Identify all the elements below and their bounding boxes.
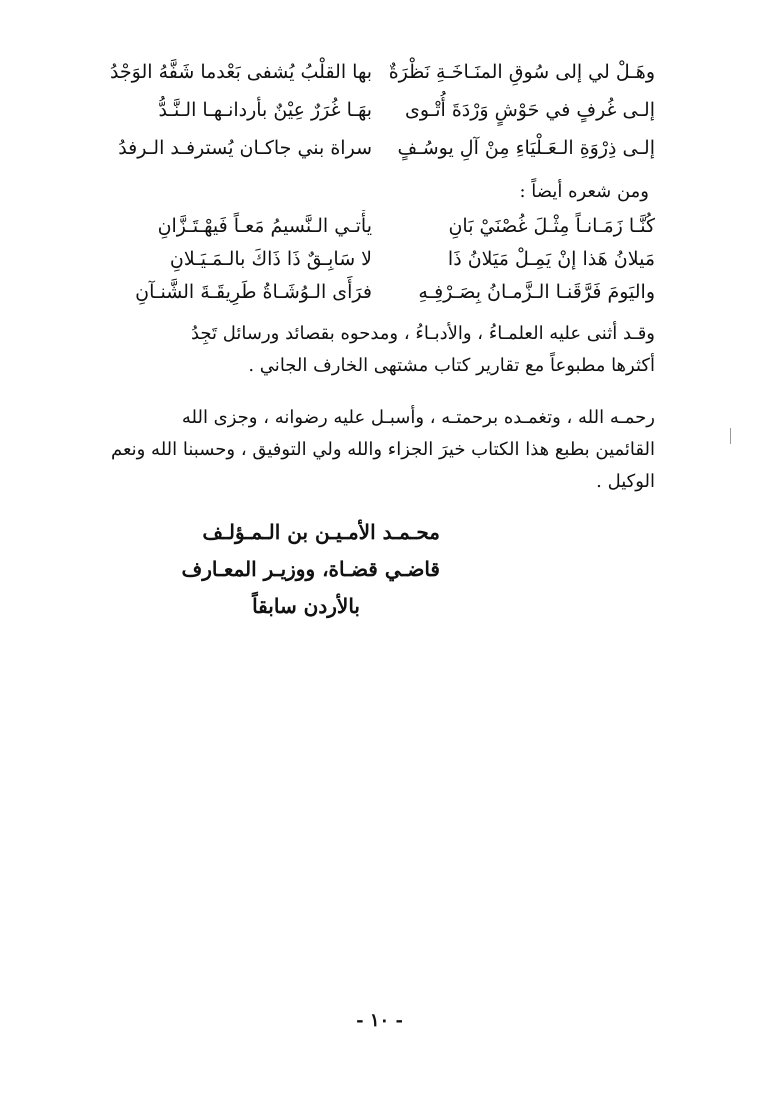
paragraph-line: الوكيل . bbox=[596, 471, 655, 492]
paragraph-line: رحمـه الله ، وتغمـده برحمتـه ، وأسبـل عليه رضوانه ، وجزى الله bbox=[181, 407, 655, 428]
verse-line bbox=[110, 91, 655, 129]
page-number: - ١٠ - bbox=[356, 1010, 403, 1031]
verse-line bbox=[110, 129, 655, 167]
verse-line bbox=[110, 53, 655, 91]
verse-line bbox=[110, 210, 655, 243]
verse-first-hemistich: وهَـلْ لي إلى سُوقِ المنَـاخَـةِ نَظْرَةٌ bbox=[388, 61, 655, 83]
margin-mark bbox=[730, 428, 731, 444]
signature-note: بالأردن سابقاً bbox=[252, 594, 360, 618]
signature-name: محـمـد الأمـيـن بن الـمـؤلـف bbox=[202, 520, 440, 544]
verse-first-hemistich: كُنَّـا زَمَـانـاً مِثْـلَ غُصْنَيْ بَانِ bbox=[448, 215, 655, 237]
verse-second-hemistich: فرَأَى الـوُشَـاةُ طَرِيقَـةَ الشَّنـآنِ bbox=[135, 281, 372, 303]
verse-second-hemistich: لا سَابِـقٌ ذَا ذَاكَ بالـمَـيَـلانِ bbox=[169, 248, 372, 270]
signature-title: قاضـي قضـاة، ووزيـر المعـارف bbox=[181, 557, 440, 581]
paragraph-line: أكثرها مطبوعاً مع تقارير كتاب مشتهى الخارف الجاني . bbox=[248, 355, 655, 376]
paragraph-closing-prayer bbox=[110, 402, 655, 498]
verse-second-hemistich: بها القلْبُ يُشفى بَعْدما شَفَّهُ الوَجْدُ bbox=[110, 61, 372, 83]
verse-first-hemistich: واليَومَ فَرَّقَنـا الـزَّمـانُ بِصَـرْفِـهِ bbox=[418, 281, 655, 303]
verse-second-hemistich: بهَـا غُرَرٌ عِيْنٌ بأردانـهـا الـنَّـدُّ bbox=[158, 99, 372, 121]
verse-line bbox=[110, 276, 655, 309]
verse-first-hemistich: إلـى ذِرْوَةِ الـعَـلْيَاءِ مِنْ آلِ يوسُـفٍ bbox=[397, 137, 655, 159]
paragraph-line: وقـد أثنى عليه العلمـاءُ ، والأدبـاءُ ، ومدحوه بقصائد ورسائل تَجِدُ bbox=[190, 323, 655, 344]
verse-line bbox=[110, 243, 655, 276]
verse-first-hemistich: إلـى غُرفٍ في حَوْشٍ وَرْدَةَ أُتْـوى bbox=[404, 99, 655, 121]
signature-block bbox=[100, 514, 440, 625]
paragraph-praise bbox=[110, 318, 655, 382]
paragraph-line: القائمين بطبع هذا الكتاب خيرَ الجزاء والله ولي التوفيق ، وحسبنا الله ونعم bbox=[110, 439, 655, 460]
poem-2-intro: ومن شعره أيضاً : bbox=[519, 181, 649, 202]
poem-1 bbox=[110, 53, 655, 167]
poem-2 bbox=[110, 210, 655, 309]
verse-second-hemistich: يأْتـي الـنَّسيمُ مَعـاً فَيهْـتَـزَّانِ bbox=[157, 215, 372, 237]
verse-first-hemistich: مَيلانُ هَذا إنْ يَمِـلْ مَيَلانُ ذَا bbox=[447, 248, 655, 270]
verse-second-hemistich: سراة بني جاكـان يُسترفـد الـرفدُ bbox=[118, 137, 372, 159]
